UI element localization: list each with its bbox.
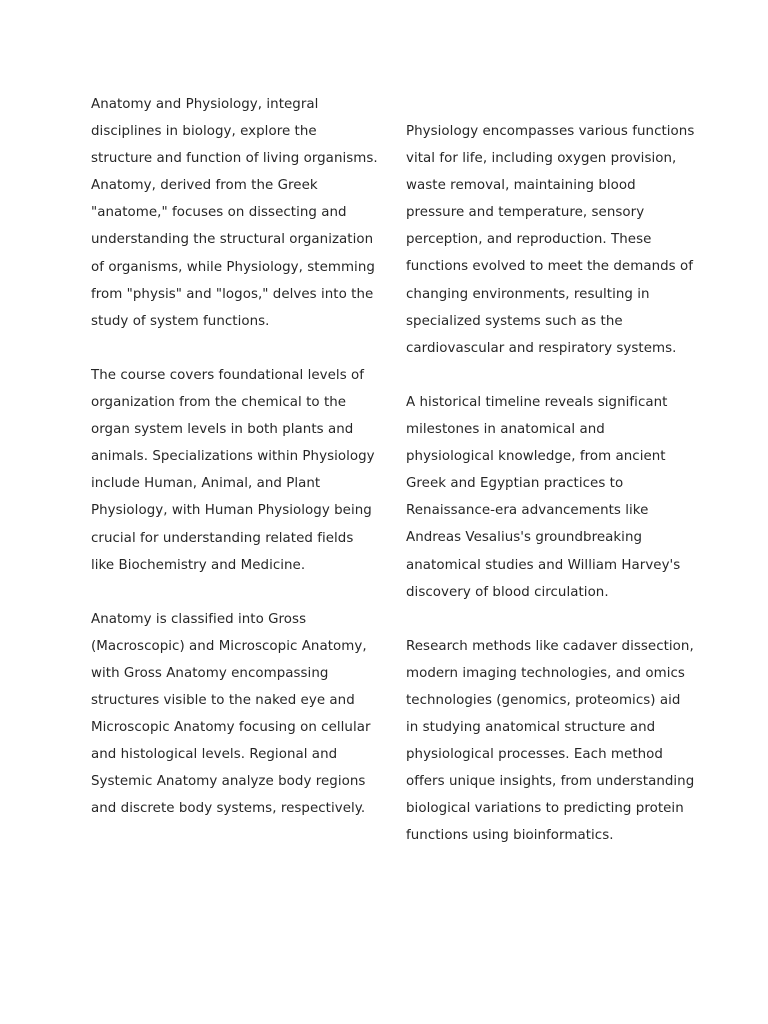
right-column [406,118,696,877]
paragraph-anatomy-physiology-intro: Anatomy and Physiology, integral disciplines in biology, explore the structure and function of living organisms. Anatomy, derived from the Greek "anatome," focuses on dissecting and understanding the structural organization of organisms, while Physiology, stemming from "physis" and "logos," delves into the study of system functions. [91,97,378,329]
paragraph-course-levels: The course covers foundational levels of organization from the chemical to the organ system levels in both plants and animals. Specializations within Physiology include Human, Animal, and Plant Physiology, with Human Physiology being crucial for understanding related fields like Biochemistry and Medicine. [91,367,375,573]
paragraph-physiology-functions: Physiology encompasses various functions vital for life, including oxygen provision, waste removal, maintaining blood pressure and temperature, sensory perception, and reproduction. These functions evolved to meet the demands of changing environments, resulting in specialized systems such as the cardiovascular and respiratory systems. [406,124,695,356]
paragraph-anatomy-classification: Anatomy is classified into Gross (Macroscopic) and Microscopic Anatomy, with Gross Anatomy encompassing structures visible to the naked eye and Microscopic Anatomy focusing on cellular and histological levels. Regional and Systemic Anatomy analyze body regions and discrete body systems, respectively. [91,611,371,817]
paragraph-historical-timeline: A historical timeline reveals significant milestones in anatomical and physiological knowledge, from ancient Greek and Egyptian practices to Renaissance-era advancements like Andreas Vesalius's groundbreaking anatomical studies and William Harvey's discovery of blood circulation. [406,394,681,600]
left-column [91,91,379,850]
paragraph-research-methods: Research methods like cadaver dissection, modern imaging technologies, and omics technologies (genomics, proteomics) aid in studying anatomical structure and physiological processes. Each method offers unique insights, from understanding biological variations to predicting protein functions using bioinformatics. [406,638,695,844]
